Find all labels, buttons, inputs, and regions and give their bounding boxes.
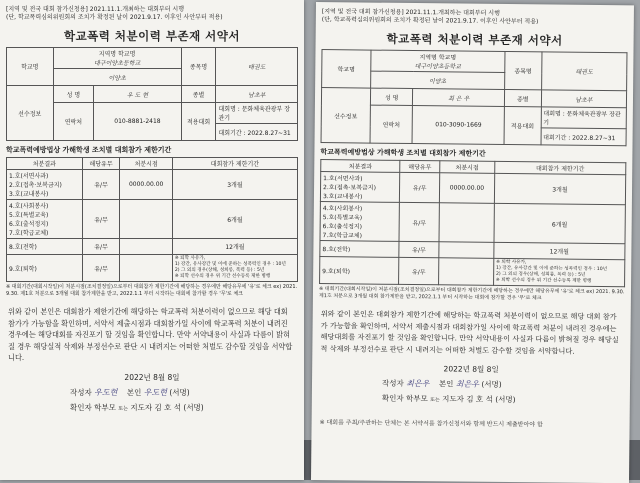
school-region-label: 지역명 학교명 — [419, 54, 457, 62]
measure-label: 4.호(사회봉사) — [9, 203, 49, 210]
measures-table — [319, 159, 626, 287]
category-label: 종별 — [504, 89, 541, 106]
measure-label: 1.호(서면사과) — [323, 175, 363, 183]
instructor-name: 김 호 석 — [154, 402, 181, 412]
measure-label: 6.호(출석정지) — [322, 223, 363, 231]
contact-value: 010-3090-1669 — [413, 106, 505, 145]
school-label: 학교명 — [7, 48, 54, 86]
school-region-label: 지역명 학교명 — [98, 51, 136, 58]
confirm-role: 학부모 — [405, 393, 428, 404]
team-name: 이양초 — [108, 74, 126, 82]
measure-has: 유/무 — [399, 241, 439, 257]
measure-has: 유/무 — [399, 257, 439, 284]
measures-title: 학교폭력예방법상 가해학생 조치별 대회참가 제한기간 — [6, 146, 172, 154]
contact-value: 010-8881-2418 — [94, 103, 181, 141]
school-label: 학교명 — [322, 50, 371, 89]
sport-label: 종목명 — [181, 48, 216, 86]
pledge-body: 위와 같이 본인은 대회참가 제한기간에 해당하는 학교폭력 처분이력이 없으므로 해당 대회 참가가 가능함을 확인하며, 서약서 제출시점과 대회참가일 사이에 학교폭력 처분이 내려진 경우에는 해당대회를 자진포기 할 것임을 확인합니다. 만약 서약내용이 사실과 다름이 밝혀질 경우 해당실적 삭제와 부정선수로 판단 시 내려지는 어떠한 처벌도 감수할 것임을 서약합니다. — [320, 309, 619, 356]
seal2-label: (서명) — [495, 394, 516, 405]
contact-label: 연락처 — [370, 105, 413, 143]
header-line2: (단, 학교폭력심의위원회의 조치가 확정된 날이 2021.9.17. 이후인 사안부터 적용) — [321, 16, 539, 26]
athlete-label: 선수정보 — [7, 86, 54, 141]
school-name: 대구이양초등학교 — [414, 63, 461, 71]
measure-when — [120, 239, 172, 255]
measure-when: 0000.00.00 — [120, 170, 172, 200]
info-table — [6, 47, 298, 141]
measures-header: 처분결과 — [7, 158, 83, 170]
info-table — [321, 49, 628, 146]
category-value: 남초부 — [541, 90, 627, 108]
competition-label: 적용대회 — [504, 106, 541, 144]
measure-limit: 12개월 — [172, 239, 297, 255]
measure-when — [438, 258, 493, 286]
self-signature: 우도현 — [143, 387, 167, 397]
author-label: 작성자 — [381, 378, 404, 388]
confirm-label: 확인자 — [70, 402, 92, 412]
pledge-date: 2022년 8월 8일 — [443, 364, 499, 374]
measure-label: 7.호(학급교체) — [9, 230, 49, 237]
measures-header: 처분시점 — [120, 158, 172, 170]
pledge-form-right — [311, 2, 634, 483]
measure-when — [439, 242, 494, 259]
competition-period: 대회기간 : 2022.8.27~31 — [541, 128, 627, 146]
measures-header: 해당유무 — [400, 160, 440, 172]
pledge-body: 위와 같이 본인은 대회참가 제한기간에 해당하는 학교폭력 처분이력이 없으므로 해당 대회 참가가 가능함을 확인하며, 서약서 제출시점과 대회참가일 사이에 학교폭력 처분이 내려진 경우에는 해당대회를 자진포기 할 것임을 확인합니다. 만약 서약내용이 사실과 다름이 밝혀질 경우 해당실적 삭제와 부정선수로 판단 시 내려지는 어떠한 처벌도 감수할 것임을 서약합니다. — [8, 307, 293, 362]
measure-limit: ※ 퇴학 사유가, 1) 강간, 유사강간 및 이에 준하는 성폭력인 경우 : 10년 2) 그 외의 경우(상해, 성희롱, 폭력 등) : 5년 ※ 퇴학 선수의 경우 위 기간 선수등록 제한 병행 — [172, 255, 297, 282]
measure-limit: 6개월 — [172, 200, 297, 239]
confirm-label: 확인자 — [381, 393, 404, 403]
name-label: 성 명 — [370, 88, 413, 105]
measures-header: 해당유무 — [82, 158, 120, 170]
author-signature: 최은우 — [406, 378, 430, 389]
self-signature: 최은우 — [455, 379, 480, 389]
measure-limit: 3개월 — [494, 173, 625, 204]
contact-label: 연락처 — [53, 103, 94, 141]
measure-when — [439, 203, 494, 243]
form-title: 학교폭력 처분이력 부존재 서약서 — [63, 29, 241, 43]
measure-limit: 3개월 — [172, 170, 297, 200]
competition-period: 대회기간 : 2022.8.27~31 — [216, 124, 298, 141]
team-name: 이양초 — [428, 77, 447, 85]
note-text: ※ 대회기간(대회시작일)이 처분시점(조치결정일)으로부터 대회참가 제한기간에 해당하는 경우에만 해당유무에 '유'로 체크 ex) 2021. 9.30. 제1호 처분으로 3개월 대회 참가제한을 받고, 2022.1.1 부터 시작하는 대회에 참가할 경우 '무'로 체크 — [6, 284, 298, 297]
measure-label: 3.호(교내봉사) — [9, 191, 49, 198]
measure-label: 4.호(사회봉사) — [322, 205, 363, 213]
measure-has: 유/무 — [399, 202, 439, 241]
seal-label: (서명) — [169, 387, 190, 397]
seal2-label: (서명) — [183, 402, 204, 412]
measure-label: 3.호(교내봉사) — [322, 193, 363, 201]
measure-label: 6.호(출석정지) — [9, 221, 49, 228]
school-name: 대구이양초등학교 — [93, 60, 141, 67]
measure-when: 0000.00.00 — [439, 173, 494, 204]
instructor-name: 김 호 석 — [466, 394, 493, 404]
pledge-date: 2022년 8월 8일 — [124, 372, 180, 382]
measure-has: 유/무 — [400, 172, 440, 202]
measures-table — [6, 157, 298, 282]
or-label: 또는 — [118, 405, 128, 412]
competition-label: 적용대회 — [181, 103, 216, 141]
name-label: 성 명 — [53, 86, 94, 103]
athlete-name: 최 은 우 — [413, 89, 505, 107]
category-label: 종별 — [181, 86, 216, 103]
note-text: ※ 대회기간(대회시작일)이 처분시점(조치결정일)으로부터 대회참가 제한기간에 해당하는 경우에만 해당유무에 '유'로 체크 ex) 2021. 9.30. 제1호 처분으로 3개월 대회 참가제한을 받고, 2022.1.1 부터 시작하는 대회에 참가할 경우 '무'로 체크 — [318, 286, 625, 302]
sport-name: 태권도 — [541, 52, 627, 91]
measure-label: 9.호(퇴학) — [320, 257, 400, 285]
or-label: 또는 — [430, 397, 440, 404]
measure-has: 유/무 — [82, 255, 120, 282]
measure-label: 8.호(전학) — [7, 239, 83, 255]
competition-name: 대회명 : 문화체육관광부 장관기 — [541, 107, 627, 129]
measure-label: 5.호(특별교육) — [322, 214, 363, 222]
self-label: 본인 — [126, 387, 142, 397]
measure-has: 유/무 — [82, 200, 120, 239]
sport-name: 태권도 — [216, 48, 298, 86]
measures-header: 처분시점 — [440, 161, 495, 174]
competition-name: 대회명 : 문화체육관광부 장관기 — [216, 103, 298, 124]
pledge-form-left — [0, 0, 304, 480]
measure-label: 5.호(특별교육) — [9, 212, 49, 219]
header-line1: [지역 및 전국 대회 참가신청용] 2021.11.1.개최하는 대회부터 시행 — [6, 6, 184, 13]
measure-label: 2.호(접촉·보복금지) — [9, 182, 62, 189]
author-label: 작성자 — [70, 387, 92, 397]
seal-label: (서명) — [481, 379, 502, 389]
author-row — [0, 383, 304, 398]
instructor-label: 지도자 — [442, 394, 464, 404]
measure-has: 유/무 — [82, 170, 120, 200]
measure-when — [120, 255, 172, 282]
athlete-name: 우 도 현 — [94, 86, 181, 103]
measures-header: 대회참가 제한기간 — [495, 161, 626, 174]
athlete-label: 선수정보 — [321, 88, 370, 144]
self-label: 본인 — [438, 379, 454, 389]
measure-label: 2.호(접촉·보복금지) — [323, 184, 376, 192]
measures-header: 처분결과 — [321, 160, 400, 173]
measure-label: 9.호(퇴학) — [7, 255, 83, 282]
measures-title: 학교폭력예방법상 가해학생 조치별 대회참가 제한기간 — [320, 148, 486, 158]
sport-label: 종목명 — [505, 51, 542, 89]
measure-label: 1.호(서면사과) — [9, 173, 49, 180]
measure-label: 8.호(전학) — [320, 241, 399, 258]
measure-limit: ※ 퇴학 사유가, 1) 강간, 유사강간 및 이에 준하는 성폭력인 경우 : 10년 2) 그 외의 경우(상해, 성희롱, 폭력 등) : 5년 ※ 퇴학 선수의 경우 위 기간 선수등록 제한 병행 — [493, 258, 624, 286]
confirm-row — [0, 398, 304, 413]
header-line2: (단, 학교폭력심의위원회의 조치가 확정된 날이 2021.9.17. 이후인 사안부터 적용) — [6, 14, 223, 21]
measures-header: 대회참가 제한기간 — [172, 158, 297, 170]
category-value: 남초부 — [216, 86, 298, 103]
measure-when — [120, 200, 172, 239]
measure-limit: 6개월 — [494, 203, 626, 243]
measure-limit: 12개월 — [494, 242, 625, 259]
form-title: 학교폭력 처분이력 부존재 서약서 — [386, 31, 563, 48]
header-line1: [지역 및 전국 대회 참가신청용] 2021.11.1.개최하는 대회부터 시행 — [321, 8, 500, 17]
footer-note: ※ 대회를 주최/주관하는 단체는 본 서약서를 참가신청서와 함께 반드시 제출받아야 함 — [319, 419, 543, 429]
author-signature: 우도현 — [94, 387, 118, 397]
instructor-label: 지도자 — [130, 402, 153, 412]
confirm-role: 학부모 — [94, 402, 116, 412]
measure-label: 7.호(학급교체) — [322, 232, 362, 240]
measure-has: 유/무 — [82, 239, 120, 255]
